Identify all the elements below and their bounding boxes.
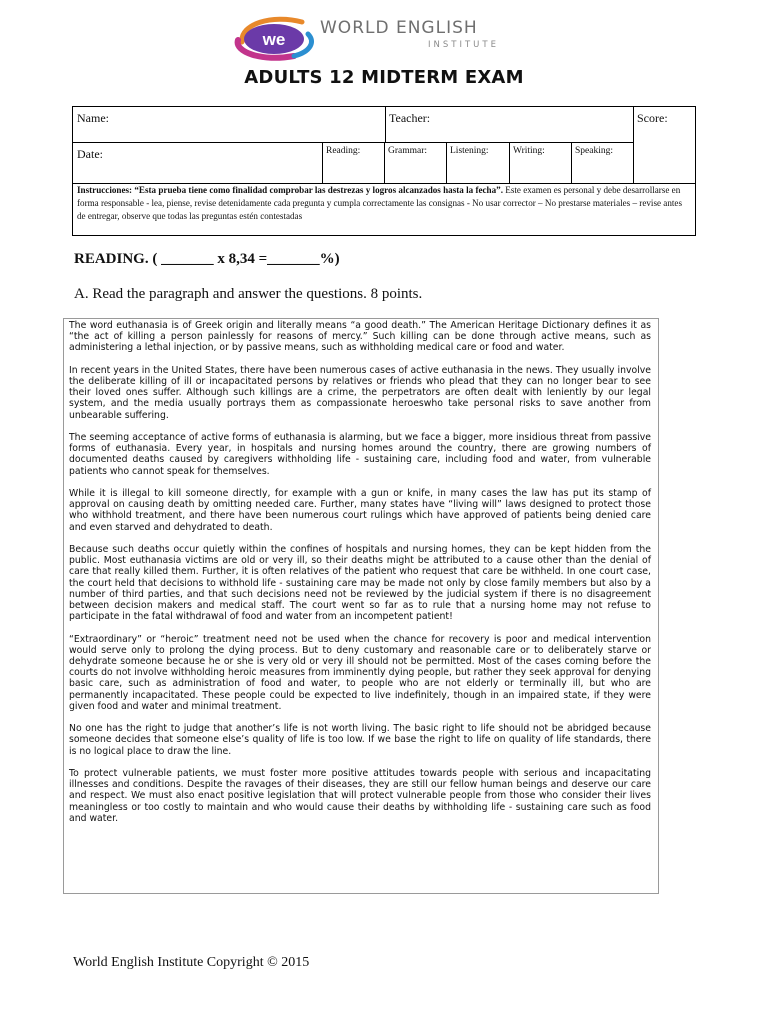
instructions — [77, 184, 691, 223]
reading-section-heading: READING. ( _______ x 8,34 =_______%) — [74, 251, 340, 267]
writing-score-field[interactable] — [509, 142, 571, 183]
instructions-label: Instrucciones — [77, 185, 130, 195]
reading-label: Reading: — [326, 146, 361, 156]
grammar-label: Grammar: — [388, 146, 428, 156]
grammar-score-field[interactable] — [384, 142, 446, 183]
brand-name: WORLD ENGLISH — [320, 18, 478, 38]
listening-score-field[interactable] — [446, 142, 509, 183]
passage-paragraph: The word euthanasia is of Greek origin and literally means “a good death.” The American Heritage Dictionary defines it as “the act of killing a person painlessly for reasons of mercy.” Such killing can be done through active means, such as administering a lethal injection, or by passive means, such as withholding medical care or food and water. — [69, 320, 651, 354]
speaking-score-field[interactable] — [571, 142, 633, 183]
instructions-text: Este examen es personal y debe desarrollarse en forma responsable - lea, piense, revise detenidamente cada pregunta y cumpla correctamente las consignas - No usar corrector – No prestarse materiales – revise antes de entregar, observe que todas las preguntas estén contestadas — [77, 185, 682, 221]
institute-logo — [232, 12, 552, 64]
logo-swoosh-icon — [232, 12, 320, 64]
passage-paragraph: Because such deaths occur quietly within the confines of hospitals and nursing homes, they can be kept hidden from the public. Most euthanasia victims are old or very ill, so their deaths might be attributed to a cause other than the denial of care that really killed them. Further, it is often relatives of the patient who request that care be withheld. In one court case, the court held that decisions to withhold life - sustaining care may be made not only by close family members but also by a number of third parties, and that such decisions need not be reviewed by the judicial system if there is no disagreement between decision makers and medical staff. The court went so far as to rule that a nursing home may not refuse to participate in the fatal withdrawal of food and water from an incompetent patient! — [69, 544, 651, 623]
name-field[interactable] — [73, 107, 385, 142]
listening-label: Listening: — [450, 146, 489, 156]
passage-paragraph: While it is illegal to kill someone directly, for example with a gun or knife, in many cases the law has put its stamp of approval on causing death by omitting needed care. Further, many states have “living will” laws designed to protect those who withhold treatment, and there have been numerous court rulings which have approved of patients being denied care and even starved and dehydrated to death. — [69, 488, 651, 533]
score-label: Score: — [637, 111, 668, 125]
reading-passage — [63, 318, 659, 894]
student-info-table — [72, 106, 696, 236]
logo-mark: we — [262, 30, 286, 49]
passage-paragraph: The seeming acceptance of active forms of euthanasia is alarming, but we face a bigger, more insidious threat from passive forms of euthanasia. Every year, in hospitals and nursing homes around the country, there are growing numbers of documented deaths caused by caregivers withholding life - sustaining care, including food and water, from vulnerable patients who cannot speak for themselves. — [69, 432, 651, 477]
brand-subtitle: INSTITUTE — [428, 40, 499, 50]
name-label: Name: — [77, 111, 109, 125]
passage-paragraph: To protect vulnerable patients, we must foster more positive attitudes towards people with serious and incapacitating illnesses and conditions. Despite the ravages of their diseases, they are still our fellow human beings and deserve our care and respect. We must also enact positive legislation that will protect vulnerable people from those who consider their lives meaningless or too costly to maintain and who would cause their deaths by withholding life - sustaining care such as food and water. — [69, 768, 651, 824]
reading-score-field[interactable] — [322, 142, 384, 183]
instructions-quote: : “Esta prueba tiene como finalidad comprobar las destrezas y logros alcanzados hasta la fecha”. — [129, 185, 503, 195]
copyright-footer: World English Institute Copyright © 2015 — [73, 955, 310, 970]
speaking-label: Speaking: — [575, 146, 613, 156]
score-field[interactable] — [633, 107, 695, 183]
date-field[interactable] — [73, 142, 322, 183]
task-instruction: A. Read the paragraph and answer the questions. 8 points. — [74, 286, 423, 302]
passage-paragraph: “Extraordinary” or “heroic” treatment need not be used when the chance for recovery is poor and medical intervention would serve only to prolong the dying process. But to deny customary and reasonable care or to deliberately starve or dehydrate someone because he or she is very old or very ill should not be permitted. Most of the cases coming before the courts do not involve withholding heroic measures from imminently dying people, but rather they seek approval for denying basic care, such as administration of food and water, to people who are not elderly or terminally ill, but who are permanently incapacitated. These people could be expected to live indefinitely, though in an impaired state, if they were given food and water and minimal treatment. — [69, 633, 651, 712]
passage-paragraph: No one has the right to judge that another’s life is not worth living. The basic right to life should not be abridged because someone decides that someone else’s quality of life is too low. If we base the right to life on quality of life standards, there is no logical place to draw the line. — [69, 723, 651, 757]
teacher-label: Teacher: — [389, 111, 431, 125]
passage-paragraph: In recent years in the United States, there have been numerous cases of active euthanasia in the news. They usually involve the deliberate killing of ill or incapacitated persons by relatives or friends who plead that they can no longer bear to see their loved ones suffer. Although such killings are a crime, the perpetrators are often dealt with leniently by our legal system, and the media usually portrays them as compassionate heroeswho take personal risks to save another from unbearable suffering. — [69, 364, 651, 421]
teacher-field[interactable] — [385, 107, 633, 142]
writing-label: Writing: — [513, 146, 545, 156]
date-label: Date: — [77, 147, 103, 161]
exam-title: ADULTS 12 MIDTERM EXAM — [244, 67, 524, 88]
